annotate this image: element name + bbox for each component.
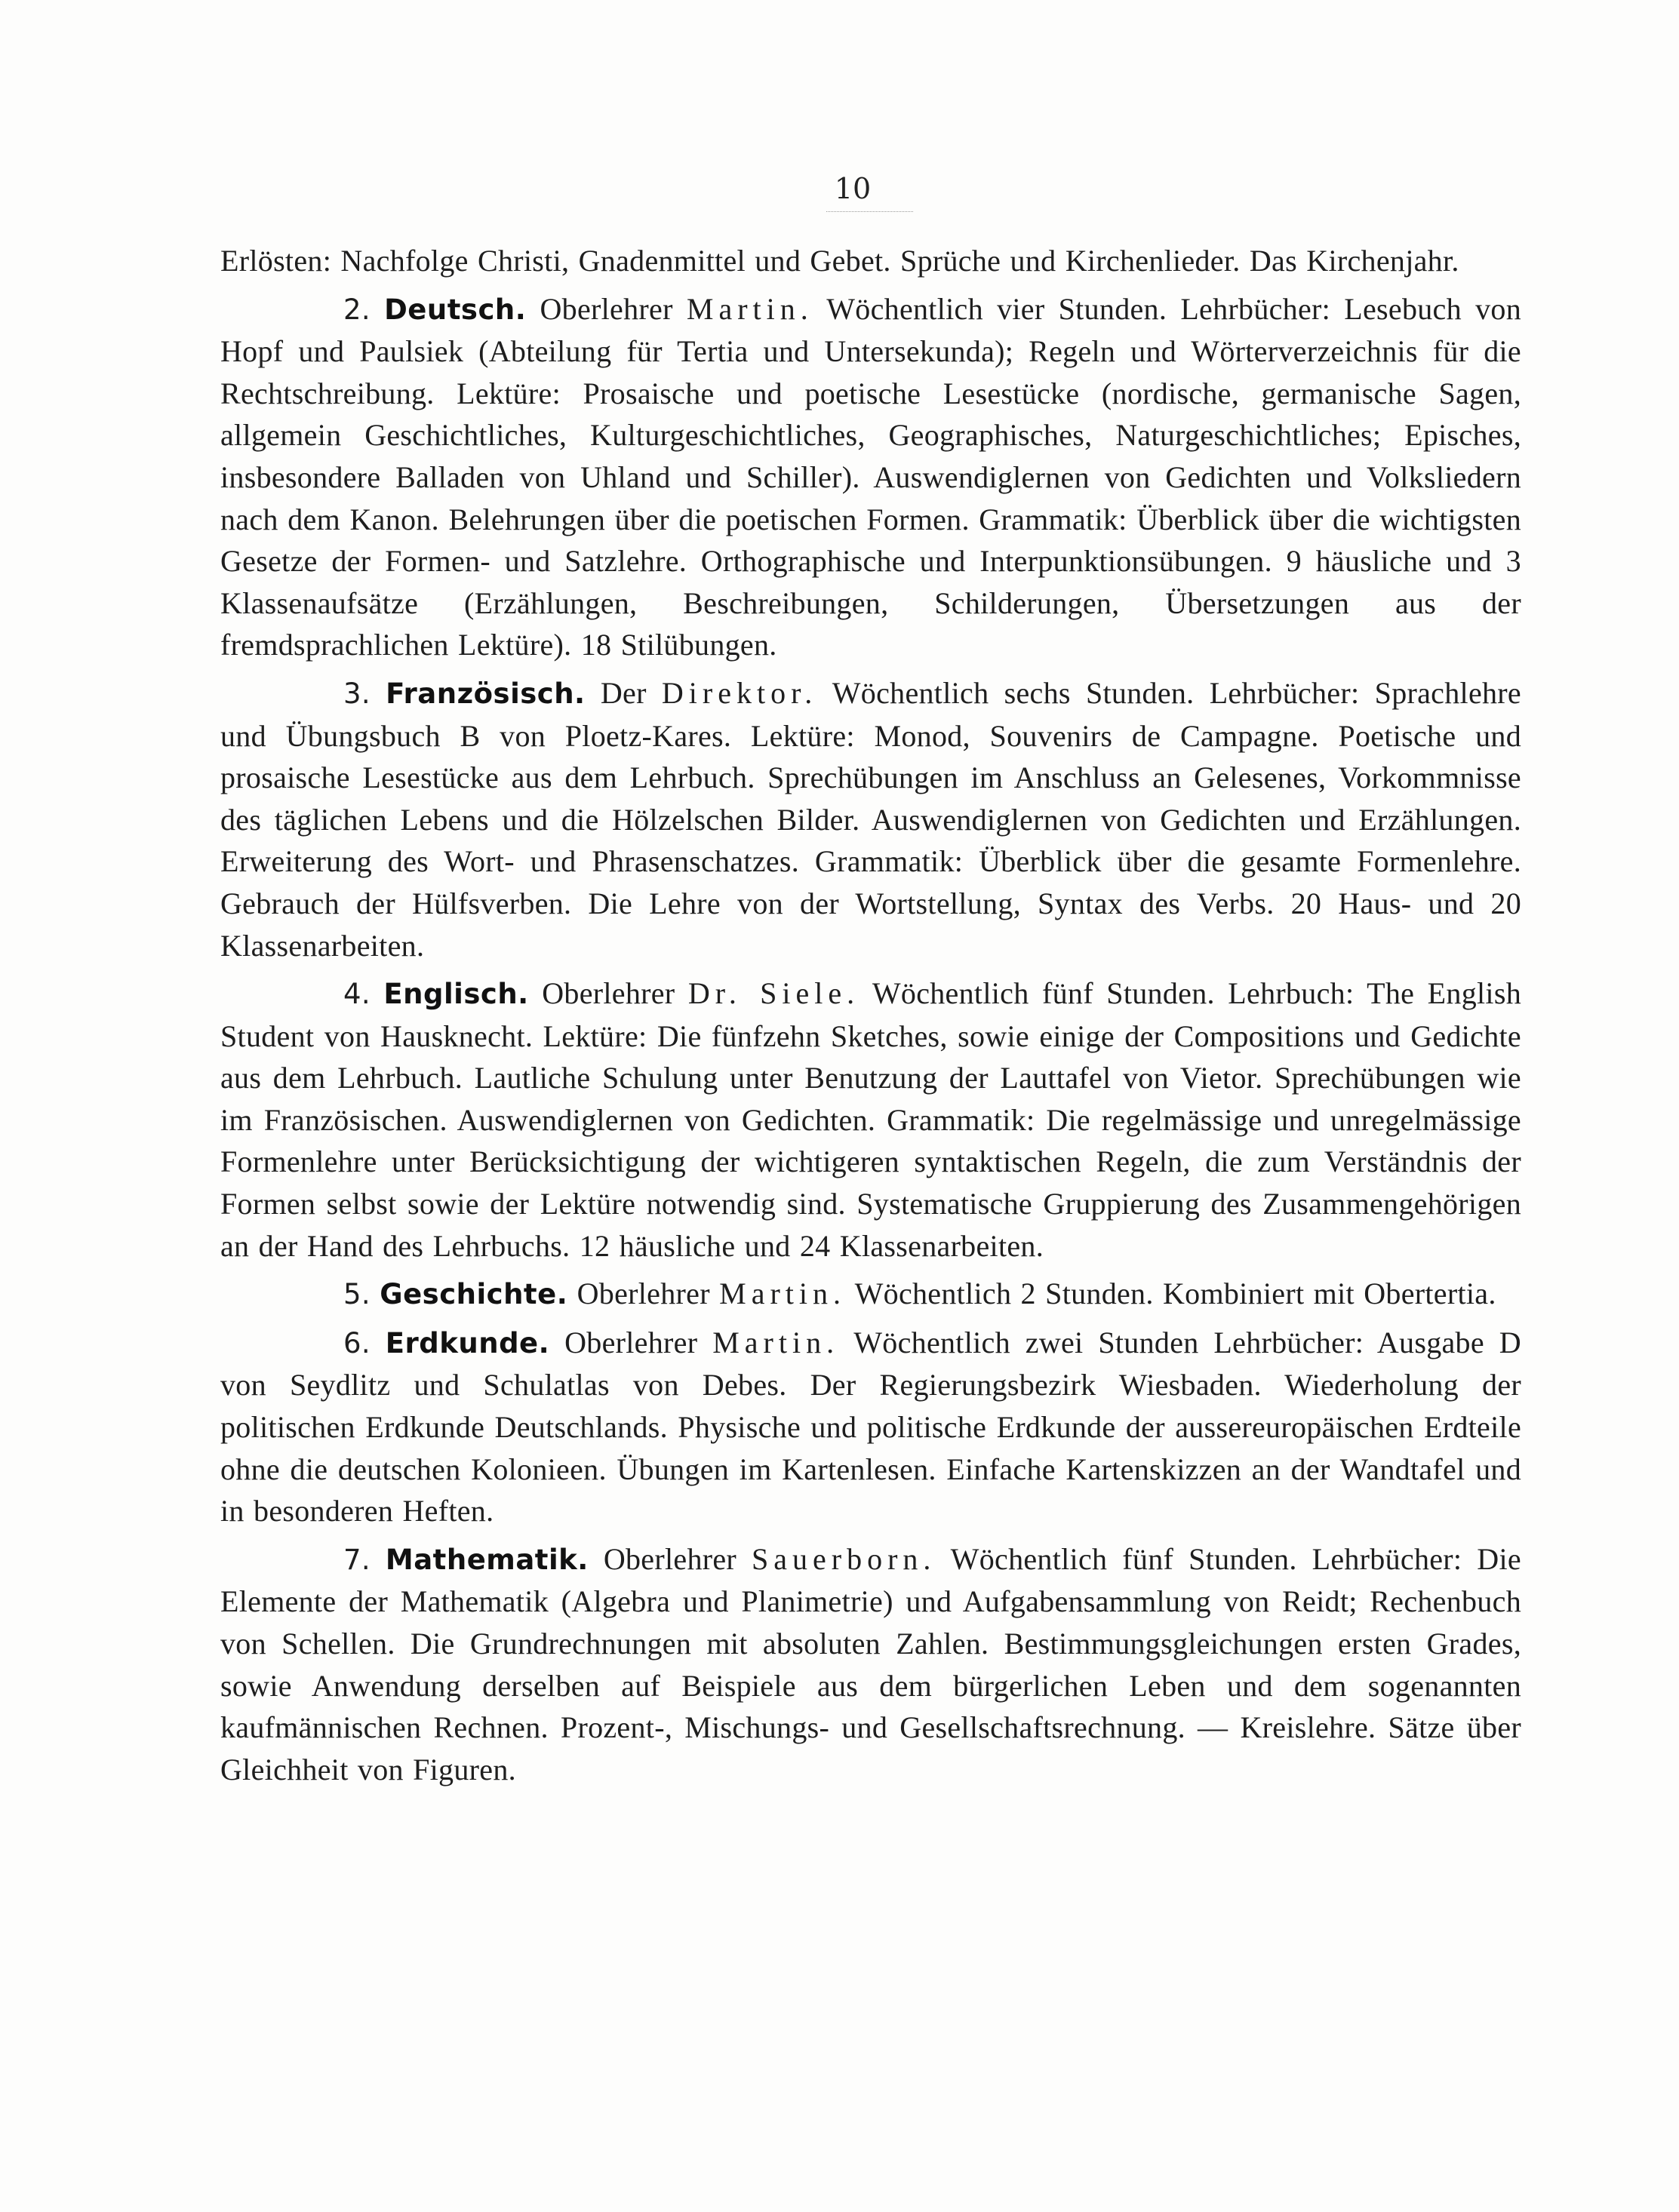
section-title: Deutsch. bbox=[384, 293, 527, 326]
page-number: 10 bbox=[834, 172, 872, 205]
section-number: 3. bbox=[343, 677, 371, 710]
section-role: Oberlehrer bbox=[564, 1325, 698, 1359]
section-number: 7. bbox=[343, 1543, 371, 1576]
section-number: 6. bbox=[343, 1326, 371, 1359]
section-title: Erdkunde. bbox=[385, 1326, 550, 1359]
section-franzoesisch bbox=[220, 672, 1521, 966]
section-number: 4. bbox=[343, 978, 371, 1011]
section-role: Oberlehrer bbox=[542, 976, 675, 1011]
section-teacher: Direktor. bbox=[661, 675, 818, 710]
section-teacher: Martin. bbox=[712, 1325, 840, 1359]
section-title: Englisch. bbox=[383, 978, 529, 1011]
section-teacher: Dr. Siele. bbox=[687, 976, 860, 1011]
document-body bbox=[220, 240, 1521, 1796]
intro-paragraph: Erlösten: Nachfolge Christi, Gnadenmittel und Gebet. Sprüche und Kirchenlieder. Das Kirchenjahr. bbox=[220, 244, 1459, 278]
section-title: Französisch. bbox=[386, 677, 586, 710]
section-geschichte bbox=[220, 1273, 1521, 1316]
section-erdkunde bbox=[220, 1322, 1521, 1532]
section-body: Wöchentlich fünf Stunden. Lehrbuch: The English Student von Hausknecht. Lektüre: Die fünfzehn Sketches, sowie einige der Compositions und Gedichte aus dem Lehrbuch. Lautliche Schulung unter Benutzung der Lauttafel von Vietor. Sprechübungen wie im Französischen. Auswendiglernen von Gedichten. Grammatik: Die regelmässige und unregelmässige Formenlehre unter Berücksichtigung der wichtigeren syntaktischen Regeln, die zum Verständnis der Formen selbst sowie der Lektüre notwendig sind. Systematische Gruppierung des Zusammengehörigen an der Hand des Lehrbuchs. 12 häusliche und 24 Klassenarbeiten. bbox=[220, 976, 1521, 1263]
section-role: Oberlehrer bbox=[577, 1277, 710, 1311]
section-deutsch bbox=[220, 288, 1521, 666]
section-teacher: Sauerborn. bbox=[752, 1541, 936, 1576]
section-title: Geschichte. bbox=[380, 1278, 568, 1311]
section-body: Wöchentlich 2 Stunden. Kombiniert mit Obertertia. bbox=[854, 1277, 1496, 1311]
section-englisch bbox=[220, 972, 1521, 1267]
section-role: Der bbox=[600, 675, 647, 710]
section-body: Wöchentlich sechs Stunden. Lehrbücher: Sprachlehre und Übungsbuch B von Ploetz-Kares. Lektüre: Monod, Souvenirs de Campagne. Poetische und prosaische Lesestücke aus dem Lehrbuch. Sprechübungen im Anschluss an Gelesenes, Vorkommnisse des täglichen Lebens und die Hölzelschen Bilder. Auswendiglernen von Gedichten und Erzählungen. Erweiterung des Wort- und Phrasenschatzes. Grammatik: Überblick über die gesamte Formenlehre. Gebrauch der Hülfsverben. Die Lehre von der Wortstellung, Syntax des Verbs. 20 Haus- und 20 Klassenarbeiten. bbox=[220, 675, 1521, 963]
section-body: Wöchentlich vier Stunden. Lehrbücher: Lesebuch von Hopf und Paulsiek (Abteilung für Tertia und Untersekunda); Regeln und Wörterverzeichnis für die Rechtschreibung. Lektüre: Prosaische und poetische Lesestücke (nordische, germanische Sagen, allgemein Geschichtliches, Kulturgeschichtliches, Geographisches, Naturgeschichtliches; Episches, insbesondere Balladen von Uhland und Schiller). Auswendiglernen von Gedichten und Volksliedern nach dem Kanon. Belehrungen über die poetischen Formen. Grammatik: Überblick über die wichtigsten Gesetze der Formen- und Satzlehre. Orthographische und Interpunktionsübungen. 9 häusliche und 3 Klassenaufsätze (Erzählungen, Beschreibungen, Schilderungen, Übersetzungen aus der fremdsprachlichen Lektüre). 18 Stilübungen. bbox=[220, 291, 1521, 662]
section-title: Mathematik. bbox=[385, 1543, 589, 1576]
section-role: Oberlehrer bbox=[603, 1541, 737, 1576]
page-number-rule bbox=[826, 211, 913, 212]
section-mathematik bbox=[220, 1538, 1521, 1791]
section-teacher: Martin. bbox=[686, 291, 813, 326]
section-teacher: Martin. bbox=[719, 1277, 847, 1311]
section-number: 5. bbox=[343, 1278, 371, 1311]
section-body: Wöchentlich fünf Stunden. Lehrbücher: Die Elemente der Mathematik (Algebra und Planimetrie) und Aufgabensammlung von Reidt; Rechenbuch von Schellen. Die Grundrechnungen mit absoluten Zahlen. Bestimmungsgleichungen ersten Grades, sowie Anwendung derselben auf Beispiele aus dem bürgerlichen Leben und dem sogenannten kaufmännischen Rechnen. Prozent-, Mischungs- und Gesellschaftsrechnung. — Kreislehre. Sätze über Gleichheit von Figuren. bbox=[220, 1541, 1521, 1786]
section-body: Wöchentlich zwei Stunden Lehrbücher: Ausgabe D von Seydlitz und Schulatlas von Debes. Der Regierungsbezirk Wiesbaden. Wiederholung der politischen Erdkunde Deutschlands. Physische und politische Erdkunde der aussereuropäischen Erdteile ohne die deutschen Kolonieen. Übungen im Kartenlesen. Einfache Kartenskizzen an der Wandtafel und in besonderen Heften. bbox=[220, 1325, 1521, 1528]
section-role: Oberlehrer bbox=[540, 291, 673, 326]
section-number: 2. bbox=[343, 293, 371, 326]
